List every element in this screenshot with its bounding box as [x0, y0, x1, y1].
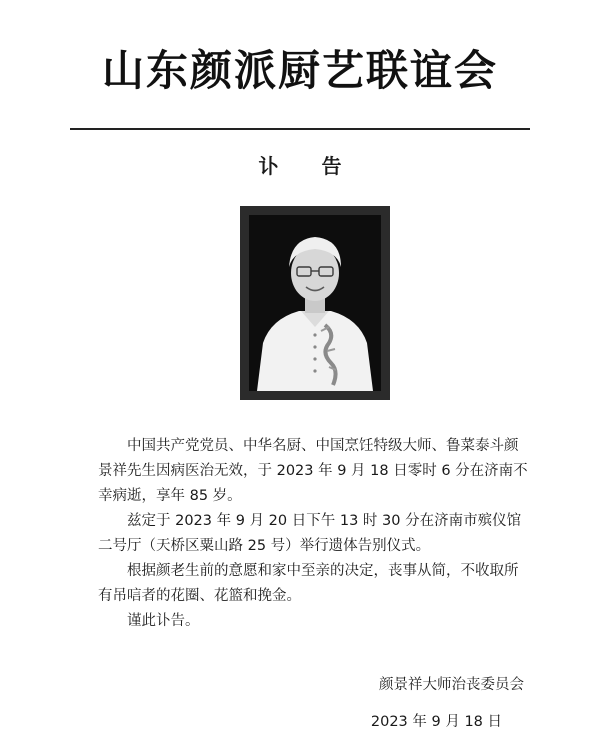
paragraph-closing: 谨此讣告。 — [127, 613, 200, 629]
portrait-frame — [240, 206, 390, 400]
committee-signature: 颜景祥大师治丧委员会 — [379, 677, 524, 693]
notice-heading: 讣 告 — [258, 154, 360, 178]
paragraph-announcement: 中国共产党党员、中华名厨、中国烹饪特级大师、鲁菜泰斗颜景祥先生因病医治无效，于 2023 年 9 月 18 日零时 6 分在济南不幸病逝，享年 85 岁。 — [98, 438, 528, 504]
paragraph-ceremony: 兹定于 2023 年 9 月 20 日下午 13 时 30 分在济南市殡仪馆二号厅（天桥区粟山路 25 号）举行遗体告别仪式。 — [98, 513, 522, 554]
title-divider — [70, 128, 530, 130]
organization-title: 山东颜派厨艺联谊会 — [101, 46, 498, 95]
paragraph-wishes: 根据颜老生前的意愿和家中至亲的决定，丧事从简，不收取所有吊唁者的花圈、花篮和挽金。 — [98, 563, 519, 604]
obituary-body — [98, 434, 528, 634]
portrait-photo — [249, 215, 381, 391]
signature-date: 2023 年 9 月 18 日 — [370, 714, 502, 730]
